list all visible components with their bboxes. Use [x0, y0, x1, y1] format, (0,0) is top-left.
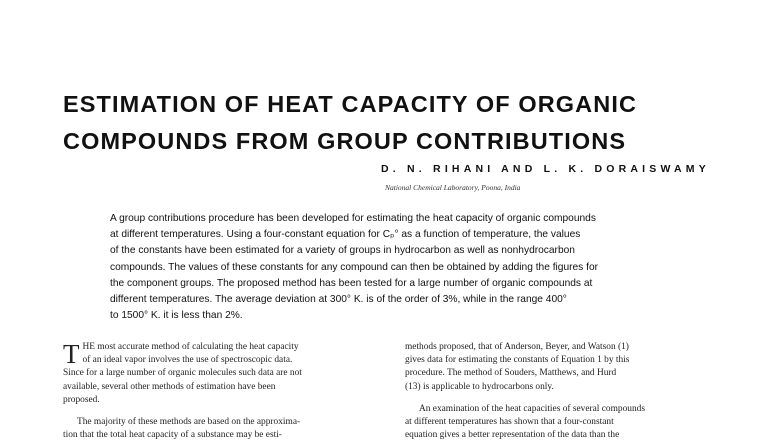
body-line: available, several other methods of estimation have been — [63, 381, 276, 392]
body-line: procedure. The method of Souders, Matthews, and Hurd — [405, 368, 617, 379]
abstract-line: A group contributions procedure has been developed for estimating the heat capacity of organic compounds — [110, 213, 596, 224]
title-line-1: ESTIMATION OF HEAT CAPACITY OF ORGANIC — [63, 91, 638, 117]
body-line: of an ideal vapor involves the use of spectroscopic data. — [82, 355, 293, 366]
title-line-2: COMPOUNDS FROM GROUP CONTRIBUTIONS — [63, 128, 627, 154]
body-column-left — [63, 341, 373, 442]
body-line: methods proposed, that of Anderson, Beyer, and Watson (1) — [405, 342, 629, 352]
paper-title — [63, 86, 763, 160]
abstract-line: of the constants have been estimated for a variety of groups in hydrocarbon as well as nonhydrocarbon — [110, 245, 575, 257]
body-line: equation gives a better representation of the data than the — [405, 430, 620, 441]
body-line: proposed. — [63, 394, 100, 405]
abstract — [110, 211, 670, 324]
abstract-line: compounds. The values of these constants for any compound can then be obtained by adding the figures for — [110, 261, 598, 273]
body-line: (13) is applicable to hydrocarbons only. — [405, 381, 554, 392]
affiliation: National Chemical Laboratory, Poona, India — [385, 183, 521, 192]
body-column-right — [405, 341, 715, 442]
body-line: HE most accurate method of calculating the heat capacity — [82, 342, 299, 352]
drop-cap: T — [63, 339, 80, 369]
body-line: An examination of the heat capacities of several compounds — [419, 403, 645, 414]
body-line: Since for a large number of organic molecules such data are not — [63, 368, 302, 379]
abstract-line: different temperatures. The average deviation at 300° K. is of the order of 3%, while in the range 400° — [110, 294, 567, 306]
body-line: The majority of these methods are based on the approxima- — [77, 417, 301, 428]
abstract-line: at different temperatures. Using a four-constant equation for Cₚ° as a function of temperature, the values — [110, 229, 581, 241]
abstract-line: the component groups. The proposed method has been tested for a large number of organic compounds at — [110, 277, 593, 289]
body-line: tion that the total heat capacity of a substance may be esti- — [63, 430, 282, 441]
body-line: at different temperatures has shown that a four-constant — [405, 417, 614, 428]
body-line: gives data for estimating the constants of Equation 1 by this — [405, 355, 630, 366]
abstract-line: to 1500° K. it is less than 2%. — [110, 310, 243, 322]
authors: D. N. RIHANI AND L. K. DORAISWAMY — [381, 163, 710, 175]
